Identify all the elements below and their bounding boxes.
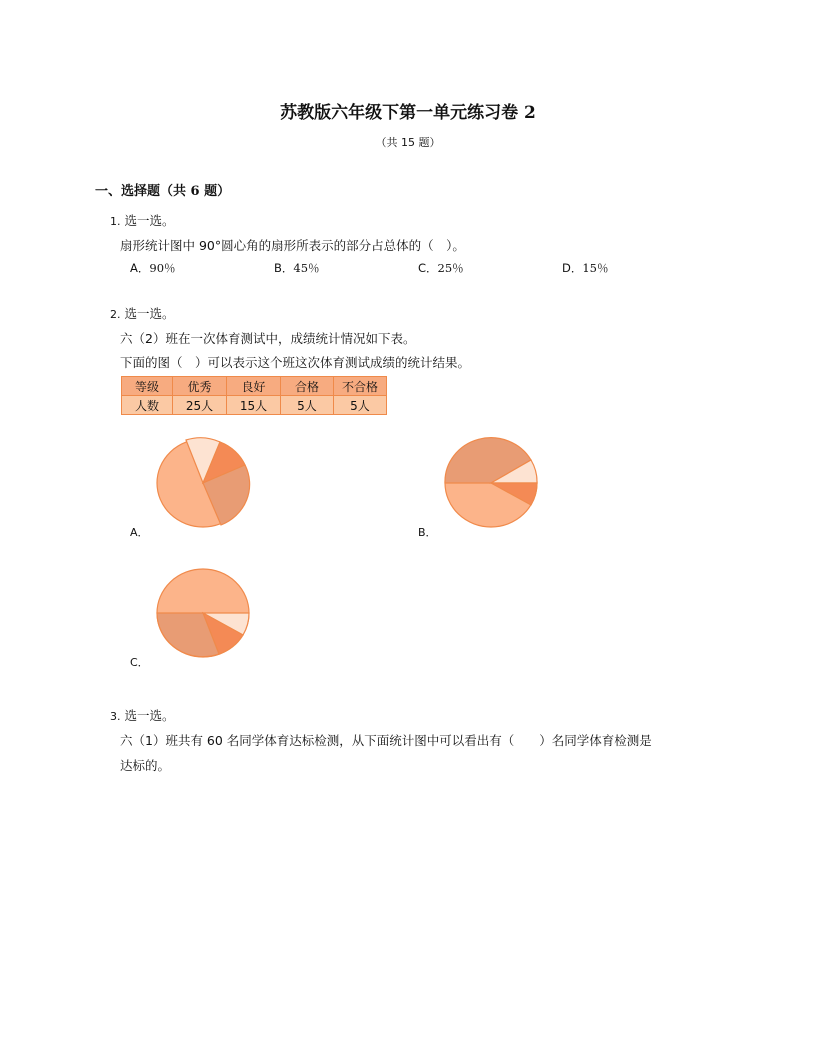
question-number: 2. [110, 308, 121, 321]
pie-chart-b[interactable] [438, 436, 544, 530]
pie-chart-c[interactable] [150, 566, 256, 660]
option-label: C． [418, 261, 438, 275]
table-cell: 15人 [227, 396, 281, 415]
table-cell: 合格 [281, 377, 334, 396]
option-value: 45％ [293, 261, 320, 275]
question-3-line-1: 六（1）班共有 60 名同学体育达标检测，从下面统计图中可以看出有（ ）名同学体育检测是 [120, 733, 652, 748]
score-table [121, 376, 387, 415]
page-subtitle: （共 15 题） [375, 136, 441, 149]
option-label: B． [274, 261, 294, 275]
table-cell: 良好 [227, 377, 281, 396]
option-label: D． [562, 261, 583, 275]
pie-chart-a[interactable] [150, 436, 256, 530]
question-prompt: 选一选。 [124, 213, 175, 228]
question-3-line-2: 达标的。 [120, 758, 171, 773]
pie-label-b: B． [418, 526, 437, 539]
table-cell: 5人 [281, 396, 334, 415]
option-value: 25％ [437, 261, 464, 275]
table-cell: 等级 [122, 377, 173, 396]
option-b[interactable] [274, 260, 320, 276]
question-prompt: 选一选。 [124, 708, 175, 723]
option-a[interactable] [130, 260, 176, 276]
question-1-heading [110, 211, 175, 229]
question-prompt: 选一选。 [124, 306, 175, 321]
question-2-line-1: 六（2）班在一次体育测试中，成绩统计情况如下表。 [120, 331, 416, 346]
question-2-line-2: 下面的图（ ）可以表示这个班这次体育测试成绩的统计结果。 [120, 355, 471, 370]
pie-label-a: A． [130, 526, 149, 539]
table-cell: 不合格 [334, 377, 387, 396]
table-cell: 优秀 [173, 377, 227, 396]
table-row [122, 396, 387, 415]
table-header-row [122, 377, 387, 396]
section-heading: 一、选择题（共 6 题） [95, 184, 231, 199]
question-1-text: 扇形统计图中 90°圆心角的扇形所表示的部分占总体的（ ）。 [120, 238, 465, 253]
question-number: 3. [110, 710, 121, 723]
question-2-heading [110, 304, 175, 322]
option-d[interactable] [562, 260, 609, 276]
question-3-heading [110, 706, 175, 724]
question-number: 1. [110, 215, 121, 228]
option-c[interactable] [418, 260, 464, 276]
table-cell: 人数 [122, 396, 173, 415]
option-value: 90％ [149, 261, 176, 275]
option-label: A． [130, 261, 150, 275]
table-cell: 5人 [334, 396, 387, 415]
table-cell: 25人 [173, 396, 227, 415]
page-title: 苏教版六年级下第一单元练习卷 2 [280, 103, 536, 123]
pie-label-c: C． [130, 656, 149, 669]
option-value: 15％ [582, 261, 609, 275]
